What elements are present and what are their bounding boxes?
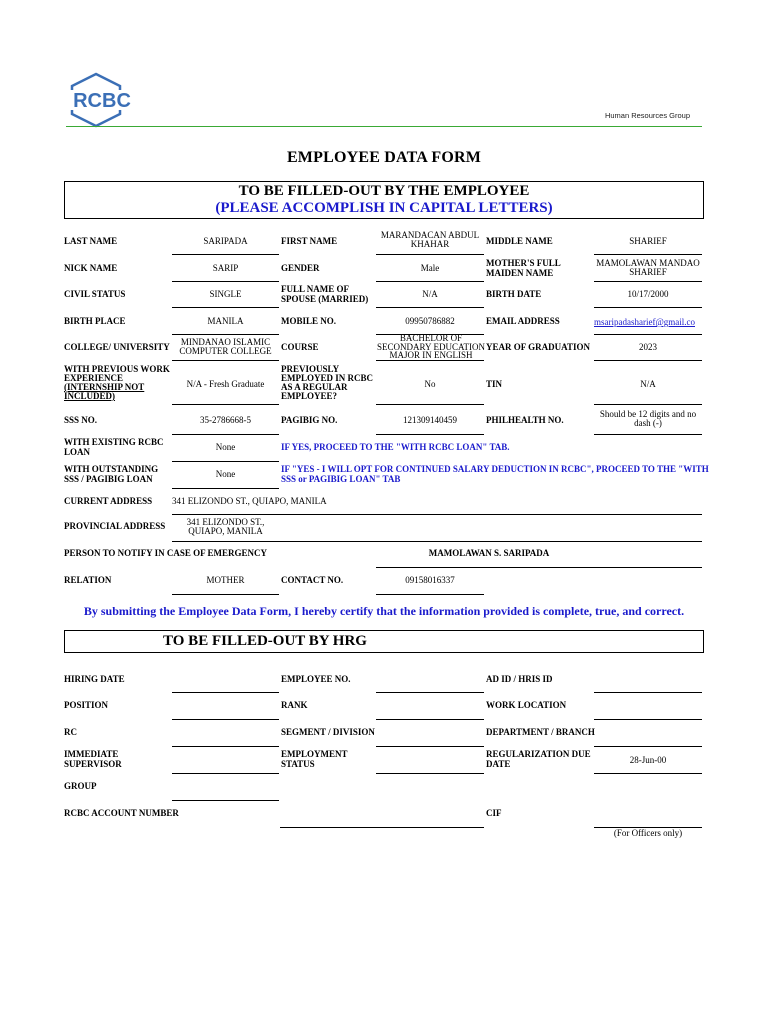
department-field[interactable] bbox=[594, 746, 702, 747]
supervisor-label-line2: SUPERVISOR bbox=[64, 758, 122, 769]
reg-due-label-line2: DATE bbox=[486, 758, 511, 769]
mother-label-line2: MAIDEN NAME bbox=[486, 267, 554, 278]
rcbc-loan-label-line2: LOAN bbox=[64, 446, 91, 457]
employee-section-header bbox=[64, 181, 704, 219]
rcbc-loan-line bbox=[172, 461, 279, 462]
pagibig-line bbox=[376, 434, 484, 435]
work-exp-label-line4: INCLUDED) bbox=[64, 391, 116, 401]
course-line3: MAJOR IN ENGLISH bbox=[389, 350, 473, 360]
sss-loan-label bbox=[64, 465, 158, 484]
philhealth-line bbox=[594, 434, 702, 435]
civil-status-value[interactable]: SINGLE bbox=[209, 289, 242, 299]
grad-year-value[interactable]: 2023 bbox=[639, 342, 657, 352]
emergency-value[interactable]: MAMOLAWAN S. SARIPADA bbox=[428, 548, 550, 558]
prev-emp-value[interactable]: No bbox=[424, 379, 436, 389]
mother-name-value[interactable] bbox=[594, 259, 702, 277]
tin-value[interactable]: N/A bbox=[640, 379, 656, 389]
sss-loan-note-line2: SSS or PAGIBIG LOAN" TAB bbox=[281, 473, 401, 484]
birth-place-value[interactable]: MANILA bbox=[207, 316, 244, 326]
rcbc-loan-note: IF YES, PROCEED TO THE "WITH RCBC LOAN" TAB. bbox=[281, 442, 510, 452]
sss-loan-note bbox=[281, 465, 709, 484]
rank-field[interactable] bbox=[376, 719, 484, 720]
nick-name-label: NICK NAME bbox=[64, 263, 118, 273]
emp-status-field[interactable] bbox=[376, 773, 484, 774]
college-line bbox=[172, 360, 279, 361]
sss-line bbox=[172, 434, 279, 435]
department-label: DEPARTMENT / BRANCH bbox=[486, 727, 595, 737]
employee-section-subtitle: (PLEASE ACCOMPLISH IN CAPITAL LETTERS) bbox=[215, 200, 553, 216]
email-label: EMAIL ADDRESS bbox=[486, 316, 560, 326]
mobile-label: MOBILE NO. bbox=[281, 316, 337, 326]
rc-field[interactable] bbox=[172, 746, 279, 747]
civil-status-line bbox=[172, 307, 279, 308]
birth-date-value[interactable]: 10/17/2000 bbox=[627, 289, 669, 299]
course-line1: BACHELOR OF bbox=[399, 333, 463, 343]
prev-emp-line bbox=[376, 404, 484, 405]
philhealth-line1: Should be 12 digits and no bbox=[599, 409, 697, 419]
adid-label: AD ID / HRIS ID bbox=[486, 674, 553, 684]
nick-name-value[interactable]: SARIP bbox=[212, 263, 239, 273]
work-exp-label-line1: WITH PREVIOUS WORK bbox=[64, 364, 170, 374]
philhealth-label: PHILHEALTH NO. bbox=[486, 415, 564, 425]
gender-label: GENDER bbox=[281, 263, 320, 273]
employee-no-label: EMPLOYEE NO. bbox=[281, 674, 351, 684]
sss-loan-label-line1: WITH OUTSTANDING bbox=[64, 464, 159, 474]
grad-year-line bbox=[594, 360, 702, 361]
group-label: GROUP bbox=[64, 781, 97, 791]
prev-emp-label-line4: EMPLOYEE? bbox=[281, 391, 338, 401]
reg-due-label bbox=[486, 750, 591, 769]
mobile-value[interactable]: 09950786882 bbox=[405, 316, 455, 326]
reg-due-value[interactable]: 28-Jun-00 bbox=[629, 755, 667, 765]
certification-text: By submitting the Employee Data Form, I hereby certify that the information provided is complete, true, and correct. bbox=[83, 604, 685, 618]
mother-name-line bbox=[594, 281, 702, 282]
last-name-value[interactable]: SARIPADA bbox=[203, 236, 248, 246]
prev-emp-label-line3: AS A REGULAR bbox=[281, 382, 348, 392]
course-label: COURSE bbox=[281, 342, 319, 352]
prev-emp-label bbox=[281, 365, 373, 401]
position-label: POSITION bbox=[64, 700, 109, 710]
birth-date-line bbox=[594, 307, 702, 308]
segment-label: SEGMENT / DIVISION bbox=[281, 727, 375, 737]
rc-label: RC bbox=[64, 727, 77, 737]
first-name-line2: KHAHAR bbox=[410, 239, 450, 249]
provincial-address-value[interactable] bbox=[172, 518, 279, 536]
mother-name-label bbox=[486, 259, 561, 278]
employee-no-field[interactable] bbox=[376, 692, 484, 693]
middle-name-line bbox=[594, 254, 702, 255]
tin-label: TIN bbox=[486, 379, 503, 389]
birth-date-label: BIRTH DATE bbox=[486, 289, 542, 299]
prov-addr-line1: 341 ELIZONDO ST., bbox=[186, 517, 265, 527]
account-number-label: RCBC ACCOUNT NUMBER bbox=[64, 808, 179, 818]
college-label: COLLEGE/ UNIVERSITY bbox=[64, 342, 170, 352]
work-location-field[interactable] bbox=[594, 719, 702, 720]
emp-status-label-line1: EMPLOYMENT bbox=[281, 749, 348, 759]
grad-year-label: YEAR OF GRADUATION bbox=[486, 342, 591, 352]
college-value[interactable] bbox=[172, 338, 279, 356]
emp-status-label bbox=[281, 750, 348, 769]
sss-loan-line bbox=[172, 488, 279, 489]
sss-loan-label-line2: SSS / PAGIBIG LOAN bbox=[64, 473, 153, 484]
supervisor-label-line1: IMMEDIATE bbox=[64, 749, 119, 759]
account-number-field[interactable] bbox=[280, 827, 484, 828]
spouse-line bbox=[376, 307, 484, 308]
emergency-label: PERSON TO NOTIFY IN CASE OF EMERGENCY bbox=[64, 548, 268, 558]
contact-line bbox=[376, 594, 484, 595]
first-name-line bbox=[376, 254, 484, 255]
sss-loan-value[interactable]: None bbox=[215, 469, 236, 479]
college-line1: MINDANAO ISLAMIC bbox=[180, 337, 271, 347]
relation-value[interactable]: MOTHER bbox=[206, 575, 245, 585]
segment-field[interactable] bbox=[376, 746, 484, 747]
prev-emp-label-line2: EMPLOYED IN RCBC bbox=[281, 373, 374, 383]
sss-loan-note-line1: IF "YES - I WILL OPT FOR CONTINUED SALARY DEDUCTION IN RCBC", PROCEED TO THE "WITH bbox=[281, 464, 709, 474]
form-title: EMPLOYEE DATA FORM bbox=[286, 149, 482, 166]
gender-value[interactable]: Male bbox=[420, 263, 440, 273]
work-exp-label bbox=[64, 365, 170, 401]
emergency-line bbox=[376, 567, 702, 568]
middle-name-label: MIDDLE NAME bbox=[486, 236, 553, 246]
rcbc-loan-value[interactable]: None bbox=[215, 442, 236, 452]
work-exp-value[interactable]: N/A - Fresh Graduate bbox=[186, 379, 265, 389]
sss-label: SSS NO. bbox=[64, 415, 98, 425]
current-address-label: CURRENT ADDRESS bbox=[64, 496, 153, 506]
email-link[interactable]: msaripadasharief@gmail.co bbox=[594, 317, 695, 327]
hrg-section-title: TO BE FILLED-OUT BY HRG bbox=[163, 633, 367, 649]
last-name-line bbox=[172, 254, 279, 255]
gender-line bbox=[376, 281, 484, 282]
philhealth-value[interactable] bbox=[594, 410, 702, 428]
course-underline bbox=[376, 360, 484, 361]
first-name-label: FIRST NAME bbox=[281, 236, 338, 246]
rcbc-loan-label bbox=[64, 438, 164, 457]
reg-due-label-line1: REGULARIZATION DUE bbox=[486, 749, 591, 759]
hrg-section-header bbox=[64, 630, 704, 653]
employee-section-title: TO BE FILLED-OUT BY THE EMPLOYEE bbox=[238, 183, 530, 199]
sss-value[interactable]: 35-2786668-5 bbox=[200, 415, 251, 425]
supervisor-field[interactable] bbox=[172, 773, 279, 774]
college-line2: COMPUTER COLLEGE bbox=[179, 346, 272, 356]
first-name-line1: MARANDACAN ABDUL bbox=[380, 230, 480, 240]
contact-value[interactable]: 09158016337 bbox=[405, 575, 455, 585]
pagibig-label: PAGIBIG NO. bbox=[281, 415, 338, 425]
adid-field[interactable] bbox=[594, 692, 702, 693]
prev-emp-label-line1: PREVIOUSLY bbox=[281, 364, 340, 374]
provincial-address-label: PROVINCIAL ADDRESS bbox=[64, 521, 166, 531]
work-location-label: WORK LOCATION bbox=[486, 700, 567, 710]
rcbc-logo bbox=[66, 72, 138, 128]
current-address-value[interactable]: 341 ELIZONDO ST., QUIAPO, MANILA bbox=[172, 496, 327, 506]
contact-label: CONTACT NO. bbox=[281, 575, 344, 585]
relation-line bbox=[172, 594, 279, 595]
spouse-label bbox=[281, 285, 368, 304]
spouse-value[interactable]: N/A bbox=[422, 289, 438, 299]
relation-label: RELATION bbox=[64, 575, 112, 585]
rank-label: RANK bbox=[281, 700, 308, 710]
first-name-value[interactable] bbox=[376, 231, 484, 249]
prov-addr-line2: QUIAPO, MANILA bbox=[188, 526, 263, 536]
tin-line bbox=[594, 404, 702, 405]
work-exp-line bbox=[172, 404, 279, 405]
birth-place-label: BIRTH PLACE bbox=[64, 316, 126, 326]
spouse-label-line1: FULL NAME OF bbox=[281, 284, 350, 294]
pagibig-value[interactable]: 121309140459 bbox=[403, 415, 457, 425]
logo-text: RCBC bbox=[73, 90, 131, 112]
course-value[interactable] bbox=[376, 334, 486, 360]
course-line2: SECONDARY EDUCATION bbox=[377, 341, 485, 352]
spouse-label-line2: SPOUSE (MARRIED) bbox=[281, 293, 369, 304]
mother-line1: MAMOLAWAN MANDAO bbox=[596, 258, 700, 268]
officers-note: (For Officers only) bbox=[613, 828, 683, 838]
nick-name-line bbox=[172, 281, 279, 282]
hiring-date-label: HIRING DATE bbox=[64, 674, 125, 684]
mother-line2: SHARIEF bbox=[629, 267, 667, 277]
civil-status-label: CIVIL STATUS bbox=[64, 289, 126, 299]
position-field[interactable] bbox=[172, 719, 279, 720]
philhealth-line2: dash (-) bbox=[634, 418, 662, 428]
work-exp-label-line3: (INTERNSHIP NOT bbox=[64, 382, 145, 392]
emp-status-label-line2: STATUS bbox=[281, 758, 315, 769]
hiring-date-field[interactable] bbox=[172, 692, 279, 693]
department-name: Human Resources Group bbox=[604, 111, 690, 120]
reg-due-line bbox=[594, 773, 702, 774]
mother-label-line1: MOTHER'S FULL bbox=[486, 258, 561, 268]
group-field[interactable] bbox=[172, 800, 279, 801]
work-exp-label-line2: EXPERIENCE bbox=[64, 373, 124, 383]
current-address-line bbox=[172, 514, 702, 515]
email-line bbox=[594, 334, 702, 335]
provincial-address-line bbox=[172, 541, 702, 542]
birth-place-line bbox=[172, 334, 279, 335]
header-divider bbox=[66, 126, 702, 127]
cif-label: CIF bbox=[486, 808, 502, 818]
last-name-label: LAST NAME bbox=[64, 236, 118, 246]
rcbc-loan-label-line1: WITH EXISTING RCBC bbox=[64, 437, 164, 447]
supervisor-label bbox=[64, 750, 122, 769]
middle-name-value[interactable]: SHARIEF bbox=[629, 236, 667, 246]
